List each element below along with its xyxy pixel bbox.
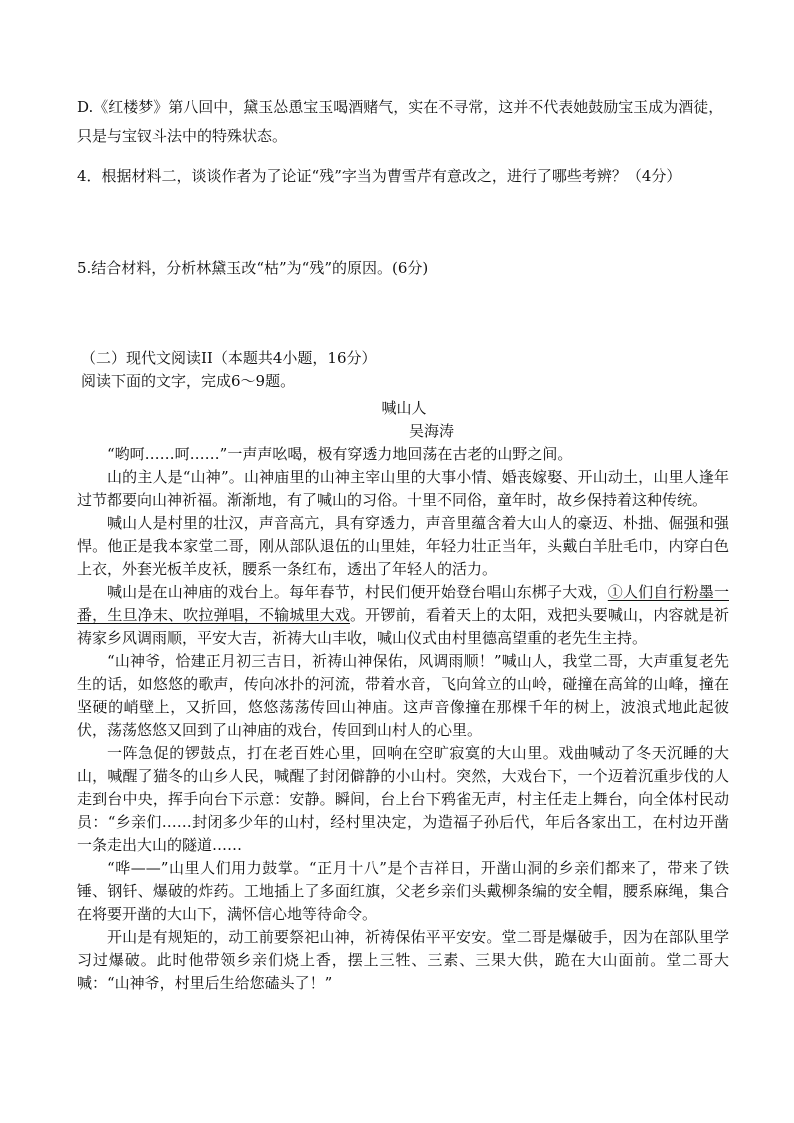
- passage-title: 喊山人: [381, 399, 427, 417]
- question-5: 5.结合材料，分析林黛玉改“枯”为“残”的原因。(6分): [77, 259, 429, 277]
- paragraph-4-text-a: 喊山是在山神庙的戏台上。每年春节，村民们便开始登台唱山东梆子大戏，: [107, 583, 608, 601]
- underlined-sentence-1: ①人们自行粉墨一番，生旦净末、吹拉弹唱，不输城里大戏: [77, 583, 729, 624]
- paragraph-3: 喊山人是村里的壮汉，声音高亢，具有穿透力，声音里蕴含着大山人的豪迈、朴拙、倔强和强悍。他正是我本家堂二哥，刚从部队退伍的山里娃，年轻力壮正当年，头戴白羊肚毛巾，内穿白色上衣，外套光板羊皮袄，腰系一条红布，透出了年轻人的活力。: [77, 514, 729, 578]
- section-heading: （二）现代文阅读II（本题共4小题，16分）: [81, 349, 377, 367]
- paragraph-2: 山的主人是“山神”。山神庙里的山神主宰山里的大事小情、婚丧嫁娶、开山动土，山里人逢年过节都要向山神祈福。渐渐地，有了喊山的习俗。十里不同俗，童年时，故乡保持着这种传统。: [77, 468, 729, 509]
- question-4: 4．根据材料二，谈谈作者为了论证“残”字当为曹雪芹有意改之，进行了哪些考辨？（4分）: [77, 167, 682, 185]
- passage-body: [77, 443, 729, 995]
- paragraph-4: [77, 581, 729, 650]
- passage-author: 吴海涛: [409, 422, 455, 440]
- paragraph-5: “山神爷，恰建正月初三吉日，祈祷山神保佑，风调雨顺！”喊山人，我堂二哥，大声重复老先生的话，如悠悠的歌声，传向冰扑的河流，带着水音，飞向耸立的山岭，碰撞在高耸的山峰，撞在坚硬的峭壁上，又折回，悠悠荡荡传回山神庙。这声音像撞在那棵千年的树上，波浪式地此起彼伏，荡荡悠悠又回到了山神庙的戏台，传回到山村人的心里。: [77, 652, 729, 739]
- paragraph-7: “哗——”山里人们用力鼓掌。“正月十八”是个吉祥日，开凿山洞的乡亲们都来了，带来了铁锤、钢钎、爆破的炸药。工地插上了多面红旗，父老乡亲们头戴柳条编的安全帽，腰系麻绳，集合在将要开凿的大山下，满怀信心地等待命令。: [77, 859, 729, 923]
- section-instruction: 阅读下面的文字，完成6～9题。: [81, 372, 296, 390]
- reading-section: [0, 347, 794, 995]
- option-d: D.《红楼梦》第八回中，黛玉怂恿宝玉喝酒赌气，实在不寻常，这并不代表她鼓励宝玉成为酒徒，只是与宝钗斗法中的特殊状态。: [77, 98, 724, 145]
- paragraph-4-text-b: 。开锣前，看着天上的太阳，戏把头要喊山，内容就是祈祷家乡风调雨顺，平安大吉，祈祷大山丰收，喊山仪式由村里德高望重的老先生主持。: [77, 606, 729, 647]
- paragraph-1: “哟呵……呵……”一声声吆喝，极有穿透力地回荡在古老的山野之间。: [107, 445, 573, 463]
- paragraph-8: 开山是有规矩的，动工前要祭祀山神，祈祷保佑平平安安。堂二哥是爆破手，因为在部队里学习过爆破。此时他带领乡亲们烧上香，摆上三牲、三素、三果大供，跪在大山面前。堂二哥大喊：“山神爷，村里后生给您磕头了！”: [77, 928, 729, 992]
- paragraph-6: 一阵急促的锣鼓点，打在老百姓心里，回响在空旷寂寞的大山里。戏曲喊动了冬天沉睡的大山，喊醒了猫冬的山乡人民，喊醒了封闭僻静的小山村。突然，大戏台下，一个迈着沉重步伐的人走到台中央，挥手向台下示意：安静。瞬间，台上台下鸦雀无声，村主任走上舞台，向全体村民动员：“乡亲们……封闭多少年的山村，经村里决定，为造福子孙后代，年后各家出工，在村边开凿一条走出大山的隧道……: [77, 744, 729, 854]
